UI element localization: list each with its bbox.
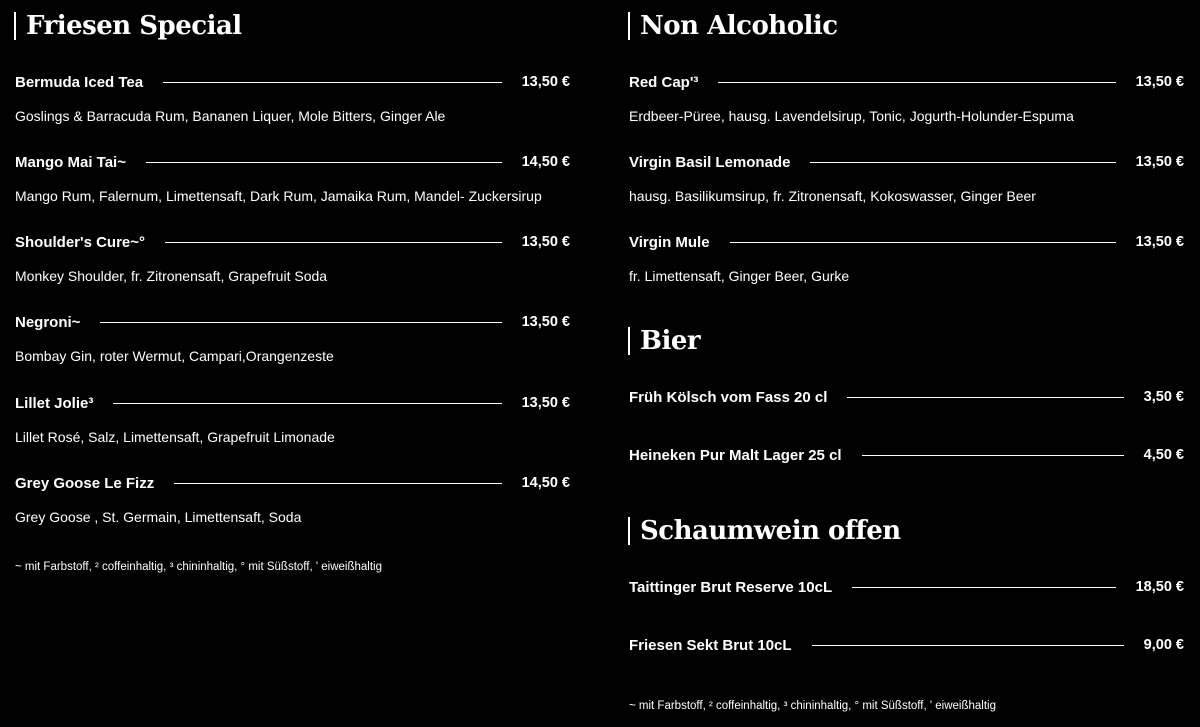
item-description: fr. Limettensaft, Ginger Beer, Gurke — [629, 268, 850, 284]
heading-bar — [628, 517, 630, 545]
item-price: 13,50 € — [521, 74, 570, 90]
item-name: Taittinger Brut Reserve 10cL — [629, 578, 833, 596]
leader-line — [718, 82, 1115, 83]
section-heading-non-alcoholic — [628, 9, 838, 43]
leader-line — [100, 322, 501, 323]
menu-item-bermuda-iced-tea — [15, 71, 570, 93]
heading-text: Bier — [640, 326, 701, 356]
menu-item-grey-goose-le-fizz — [15, 472, 570, 494]
leader-line — [852, 587, 1115, 588]
item-name: Virgin Basil Lemonade — [629, 153, 791, 171]
item-price: 4,50 € — [1143, 447, 1184, 463]
leader-line — [113, 403, 501, 404]
item-name: Red Cap'³ — [629, 73, 699, 91]
menu-item-frueh-koelsch — [629, 386, 1184, 408]
item-name: Bermuda Iced Tea — [15, 73, 144, 91]
item-name: Virgin Mule — [629, 233, 710, 251]
heading-bar — [628, 12, 630, 40]
item-description: hausg. Basilikumsirup, fr. Zitronensaft, Kokoswasser, Ginger Beer — [629, 188, 1036, 204]
menu-item-virgin-basil-lemonade — [629, 151, 1184, 173]
leader-line — [174, 483, 501, 484]
heading-bar — [14, 12, 16, 40]
footnote-legend: ~ mit Farbstoff, ² coffeinhaltig, ³ chininhaltig, ° mit Süßstoff, ' eiweißhaltig — [629, 700, 996, 712]
menu-item-virgin-mule — [629, 231, 1184, 253]
item-price: 3,50 € — [1143, 389, 1184, 405]
item-price: 14,50 € — [521, 154, 570, 170]
item-price: 13,50 € — [1135, 234, 1184, 250]
item-price: 13,50 € — [1135, 154, 1184, 170]
footnote-legend: ~ mit Farbstoff, ² coffeinhaltig, ³ chininhaltig, ° mit Süßstoff, ' eiweißhaltig — [15, 561, 382, 573]
leader-line — [165, 242, 502, 243]
heading-text: Non Alcoholic — [640, 11, 838, 41]
section-heading-schaumwein-offen — [628, 514, 901, 548]
heading-bar — [628, 327, 630, 355]
menu-item-negroni — [15, 311, 570, 333]
menu-item-taittinger-brut-reserve — [629, 576, 1184, 598]
item-description: Bombay Gin, roter Wermut, Campari,Orangenzeste — [15, 348, 334, 364]
item-name: Grey Goose Le Fizz — [15, 474, 155, 492]
item-name: Negroni~ — [15, 313, 81, 331]
menu-item-friesen-sekt-brut — [629, 634, 1184, 656]
item-price: 13,50 € — [521, 234, 570, 250]
leader-line — [810, 162, 1115, 163]
item-price: 9,00 € — [1143, 637, 1184, 653]
section-heading-bier — [628, 324, 700, 358]
leader-line — [862, 455, 1124, 456]
leader-line — [730, 242, 1116, 243]
item-price: 14,50 € — [521, 475, 570, 491]
item-price: 13,50 € — [521, 395, 570, 411]
item-name: Mango Mai Tai~ — [15, 153, 126, 171]
menu-item-shoulders-cure — [15, 231, 570, 253]
leader-line — [812, 645, 1124, 646]
item-name: Shoulder's Cure~° — [15, 233, 146, 251]
heading-text: Friesen Special — [26, 11, 242, 41]
heading-text: Schaumwein offen — [640, 516, 901, 546]
item-description: Lillet Rosé, Salz, Limettensaft, Grapefruit Limonade — [15, 429, 335, 445]
item-name: Heineken Pur Malt Lager 25 cl — [629, 446, 842, 464]
menu-item-red-cap — [629, 71, 1184, 93]
item-name: Früh Kölsch vom Fass 20 cl — [629, 388, 828, 406]
item-name: Friesen Sekt Brut 10cL — [629, 636, 792, 654]
leader-line — [163, 82, 502, 83]
section-heading-friesen-special — [14, 9, 242, 43]
item-price: 13,50 € — [1135, 74, 1184, 90]
item-description: Erdbeer-Püree, hausg. Lavendelsirup, Tonic, Jogurth-Holunder-Espuma — [629, 108, 1074, 124]
menu-item-mango-mai-tai — [15, 151, 570, 173]
item-name: Lillet Jolie³ — [15, 394, 94, 412]
menu-item-lillet-jolie — [15, 392, 570, 414]
item-description: Monkey Shoulder, fr. Zitronensaft, Grapefruit Soda — [15, 268, 328, 284]
leader-line — [146, 162, 502, 163]
item-description: Goslings & Barracuda Rum, Bananen Liquer, Mole Bitters, Ginger Ale — [15, 108, 446, 124]
leader-line — [847, 397, 1123, 398]
item-price: 18,50 € — [1135, 579, 1184, 595]
item-price: 13,50 € — [521, 314, 570, 330]
item-description: Grey Goose , St. Germain, Limettensaft, Soda — [15, 509, 302, 525]
menu-item-heineken-pur-malt — [629, 444, 1184, 466]
item-description: Mango Rum, Falernum, Limettensaft, Dark Rum, Jamaika Rum, Mandel- Zuckersirup — [15, 188, 542, 204]
